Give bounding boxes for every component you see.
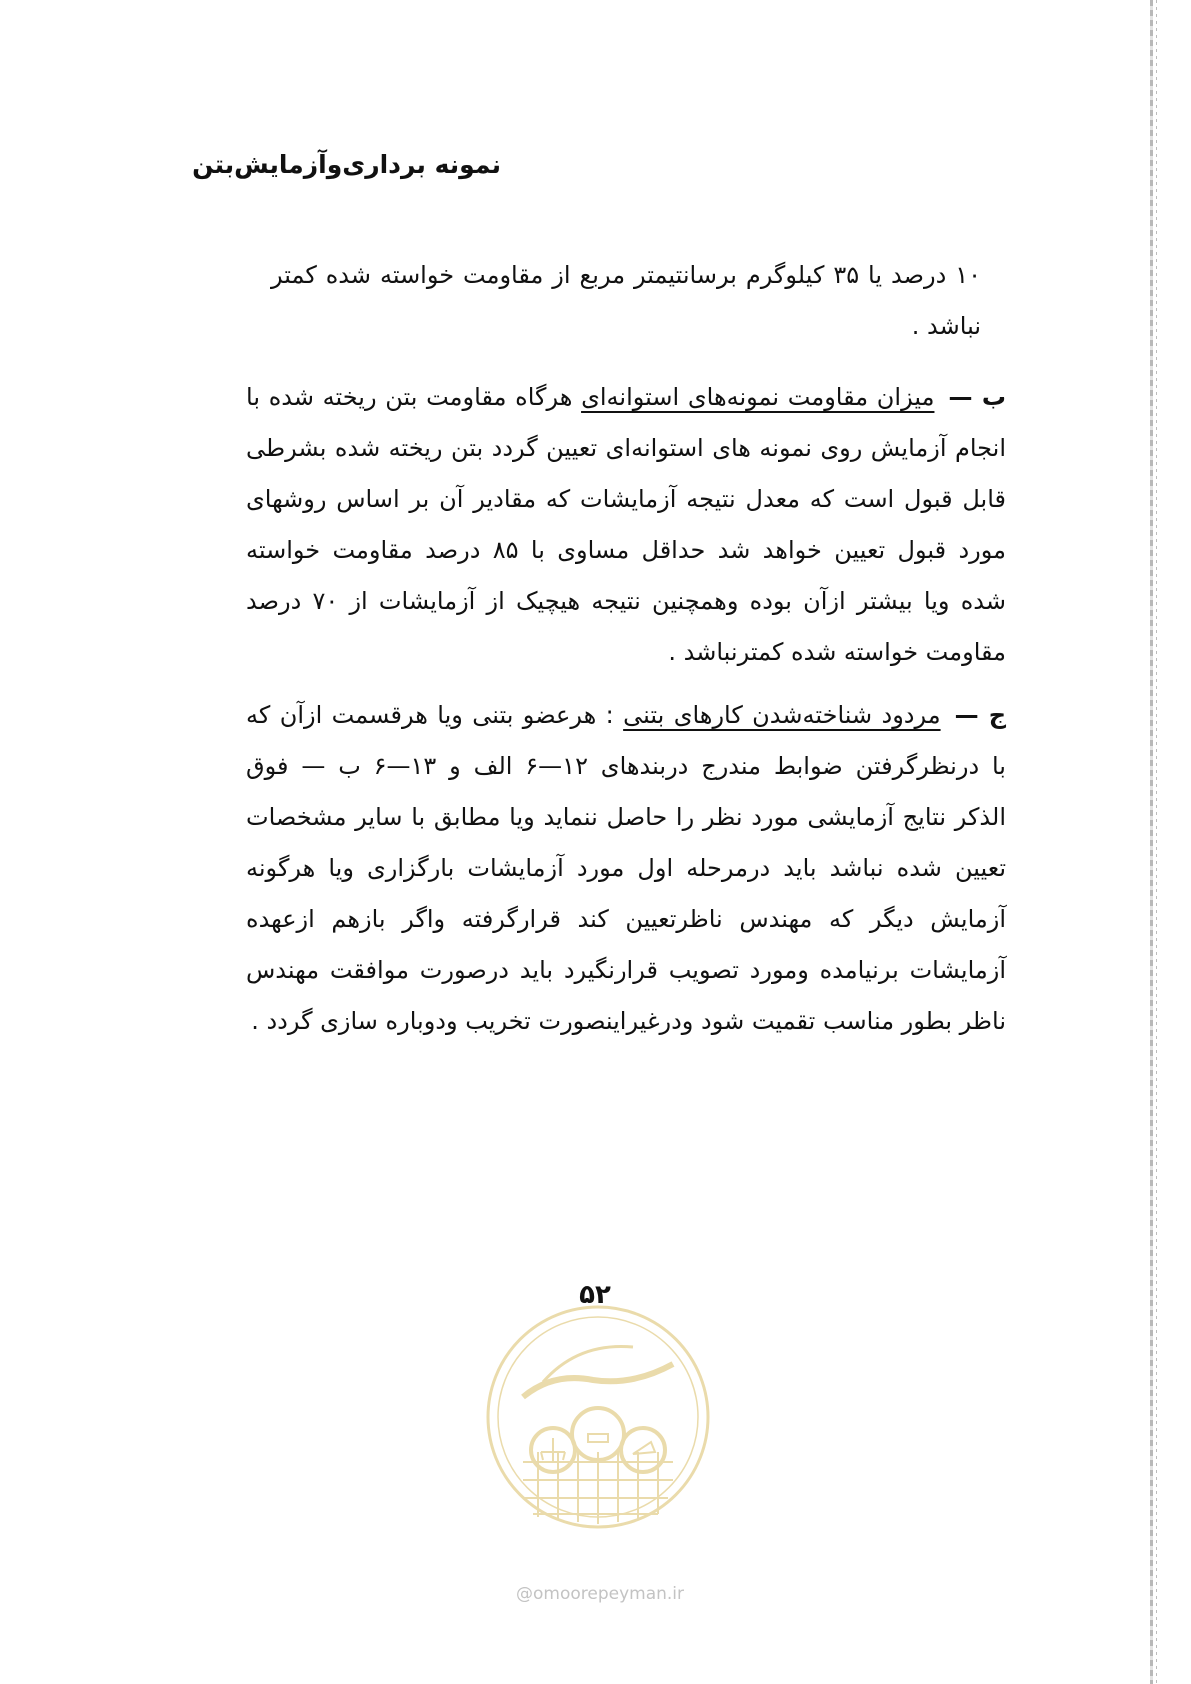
excavator-icon [633,1442,655,1454]
clause-j-body: : هرعضو بتنی ویا هرقسمت ازآن که با درنظرگرفتن ضوابط مندرج دربندهای ۱۲—۶ الف و ۱۳—۶ ب — فوق الذکر نتایج آزمایشی مورد نظر را حاصل ننماید ویا مطابق با سایر مشخصات تعیین شده نباشد باید درمرحله اول مورد آزمایشات بارگزاری ویا هرگونه آزمایش دیگر که مهندس ناظرتعیین کند قرارگرفته واگر بازهم ازعهده آزمایشات برنیامده ومورد تصویب قرارنگیرد باید درصورت موافقت مهندس ناظر بطور مناسب تقمیت شود ودرغیراینصورت تخریب ودوباره سازی گردد . [246,701,1006,1035]
page-number: ۵۲ [579,1280,611,1310]
watermark-seal-logo [483,1302,713,1532]
clause-j-label: ج — [954,701,1006,729]
scales-of-justice-icon [541,1438,565,1462]
running-header: نمونه برداری‌وآزمایش‌بتن [192,150,501,179]
scan-edge-border-inner [1156,0,1157,1684]
scan-edge-border [1150,0,1153,1684]
clause-b-label: ب — [948,383,1006,411]
seal-grid-icon [523,1452,673,1524]
clause-b-body: هرگاه مقاومت بتن ریخته شده با انجام آزمایش روی نمونه های استوانه‌ای تعیین گردد بتن ریخته شده بشرطی قابل قبول است که معدل نتیجه آزمایشات که مقادیر آن بر اساس روشهای مورد قبول تعیین خواهد شد حداقل مساوی با ۸۵ درصد مقاومت خواسته شده ویا بیشتر ازآن بوده وهمچنین نتیجه هیچیک از آزمایشات از ۷۰ درصد مقاومت خواسته شده کمترنباشد . [246,383,1006,666]
clause-j-title: مردود شناخته‌شدن کارهای بتنی [623,701,941,729]
gear-icon-right [621,1428,665,1472]
clause-j [246,690,1006,1047]
clause-b [246,372,1006,678]
clause-b-title: میزان مقاومت نمونه‌های استوانه‌ای [581,383,935,411]
intro-paragraph: ۱۰ درصد یا ۳۵ کیلوگرم برسانتیمتر مربع از مقاومت خواسته شده کمتر نباشد . [271,261,981,340]
watermark-url: @omoorepeyman.ir [515,1584,685,1604]
helmet-icon [588,1434,608,1442]
